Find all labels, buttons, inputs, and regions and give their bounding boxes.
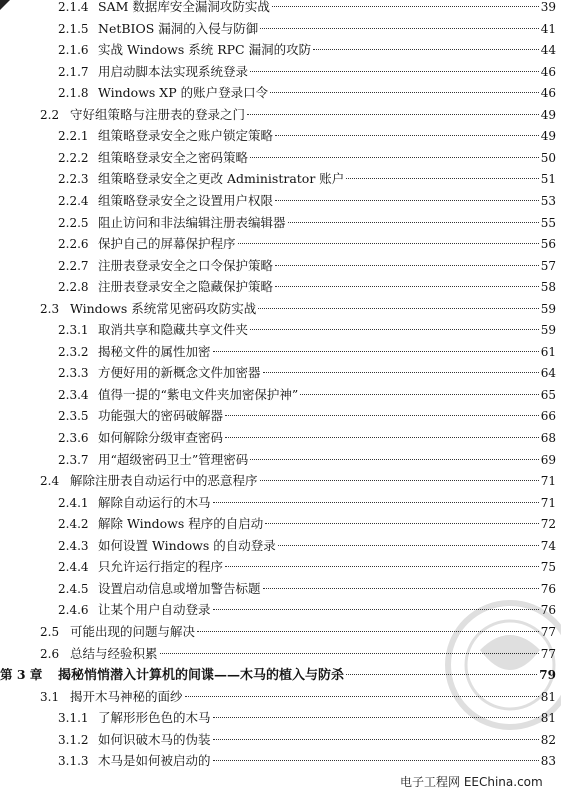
toc-entry-number: 2.2.2 bbox=[58, 150, 89, 165]
dot-leader bbox=[346, 178, 538, 179]
toc-entry-page: 74 bbox=[540, 538, 556, 553]
dot-leader bbox=[313, 49, 539, 50]
dot-leader bbox=[272, 6, 539, 7]
toc-entry-number: 2.4.6 bbox=[58, 603, 89, 618]
dot-leader bbox=[225, 415, 539, 416]
toc-entry-page: 71 bbox=[540, 474, 556, 489]
toc-entry-number: 2.2.5 bbox=[58, 215, 89, 230]
toc-entry-number: 2.2.3 bbox=[58, 172, 89, 187]
toc-entry-page: 66 bbox=[540, 409, 556, 424]
toc-entry-title: 让某个用户自动登录 bbox=[98, 602, 211, 618]
dot-leader bbox=[213, 351, 539, 352]
toc-entry-title: 解除 Windows 程序的自启动 bbox=[98, 516, 264, 532]
toc-entry-title: Windows XP 的账户登录口令 bbox=[98, 85, 269, 101]
toc-entry-title: 设置启动信息或增加警告标题 bbox=[98, 580, 261, 596]
toc-entry-page: 49 bbox=[540, 129, 556, 144]
dot-leader bbox=[263, 372, 539, 373]
toc-entry-page: 44 bbox=[540, 43, 556, 58]
dot-leader bbox=[275, 265, 539, 266]
toc-entry[interactable] bbox=[58, 342, 556, 362]
toc-entry[interactable] bbox=[40, 105, 556, 125]
toc-entry-page: 51 bbox=[540, 172, 556, 187]
toc-entry-number: 2.3.3 bbox=[58, 366, 89, 381]
toc-entry-number: 2.3.4 bbox=[58, 387, 89, 402]
dot-leader bbox=[250, 329, 539, 330]
toc-entry-title: 只允许运行指定的程序 bbox=[98, 559, 224, 575]
dot-leader bbox=[275, 286, 539, 287]
dot-leader bbox=[247, 114, 539, 115]
toc-entry[interactable] bbox=[58, 406, 556, 426]
toc-entry[interactable] bbox=[58, 191, 556, 211]
dot-leader bbox=[260, 28, 538, 29]
toc-entry-title: 揭秘文件的属性加密 bbox=[98, 343, 211, 359]
toc-entry-number: 3.1.3 bbox=[58, 754, 89, 769]
toc-entry-title: 守好组策略与注册表的登录之门 bbox=[70, 106, 246, 122]
toc-entry-number: 3.1 bbox=[40, 689, 60, 704]
toc-entry-page: 49 bbox=[540, 107, 556, 122]
toc-entry-page: 72 bbox=[540, 517, 556, 532]
toc-entry[interactable] bbox=[58, 751, 556, 771]
toc-entry-page: 68 bbox=[540, 431, 556, 445]
toc-entry-page: 57 bbox=[540, 258, 556, 273]
toc-entry-title: 总结与经验积累 bbox=[70, 645, 158, 661]
toc-entry-number: 2.6 bbox=[40, 646, 60, 661]
toc-entry-page: 59 bbox=[540, 301, 556, 316]
toc-entry[interactable] bbox=[58, 557, 556, 577]
toc-entry-page: 46 bbox=[540, 86, 556, 101]
toc-entry-title: 值得一提的“紫电文件夹加密保护神” bbox=[98, 386, 299, 402]
toc-entry-title: 保护自己的屏幕保护程序 bbox=[98, 236, 236, 252]
dot-leader bbox=[275, 135, 539, 136]
toc-entry-title: 如何识破木马的伪装 bbox=[98, 731, 211, 747]
toc-entry[interactable] bbox=[58, 169, 556, 189]
toc-entry-number: 2.1.8 bbox=[58, 86, 89, 101]
toc-entry-title: Windows 系统常见密码攻防实战 bbox=[70, 300, 257, 316]
corner-mark bbox=[0, 0, 10, 10]
toc-entry-title: 阻止访问和非法编辑注册表编辑器 bbox=[98, 214, 286, 230]
toc-entry-page: 46 bbox=[540, 64, 556, 79]
toc-entry-page: 83 bbox=[540, 754, 556, 769]
toc-entry-title: 用启动脚本法实现系统登录 bbox=[98, 63, 249, 79]
toc-entry-title: 注册表登录安全之隐藏保护策略 bbox=[98, 279, 274, 295]
toc-entry-page: 76 bbox=[540, 581, 556, 596]
toc-entry-number: 2.1.6 bbox=[58, 43, 89, 58]
toc-entry-page: 71 bbox=[540, 495, 556, 510]
toc-entry-page: 79 bbox=[539, 668, 556, 683]
toc-entry[interactable] bbox=[58, 363, 556, 383]
dot-leader bbox=[250, 459, 538, 460]
toc-entry-title: NetBIOS 漏洞的入侵与防御 bbox=[98, 20, 259, 36]
toc-entry-page: 53 bbox=[540, 193, 556, 208]
toc-entry-title: 如何设置 Windows 的自动登录 bbox=[98, 537, 276, 553]
toc-entry-page: 55 bbox=[540, 215, 556, 230]
toc-entry-page: 56 bbox=[540, 237, 556, 252]
toc-entry[interactable] bbox=[58, 148, 556, 168]
dot-leader bbox=[258, 308, 538, 309]
toc-entry-number: 2.3.6 bbox=[58, 431, 89, 445]
toc-entry-number: 2.2.7 bbox=[58, 258, 89, 273]
toc-entry-title: 注册表登录安全之口令保护策略 bbox=[98, 257, 274, 273]
toc-entry-title: 可能出现的问题与解决 bbox=[70, 623, 196, 639]
toc-entry-page: 76 bbox=[540, 603, 556, 618]
dot-leader bbox=[265, 523, 538, 524]
toc-entry-page: 61 bbox=[540, 344, 556, 359]
toc-entry-page: 77 bbox=[540, 624, 556, 639]
toc-entry-number: 2.3.1 bbox=[58, 323, 89, 338]
toc-entry-page: 65 bbox=[540, 387, 556, 402]
toc-entry-number: 2.2.8 bbox=[58, 280, 89, 295]
toc-entry-title: 揭秘悄悄潜入计算机的间谍——木马的植入与防杀 bbox=[58, 668, 345, 684]
toc-entry-title: 组策略登录安全之账户锁定策略 bbox=[98, 128, 274, 144]
toc-entry-title: 功能强大的密码破解器 bbox=[98, 408, 224, 424]
toc-entry[interactable] bbox=[58, 213, 556, 233]
dot-leader bbox=[213, 739, 539, 740]
dot-leader bbox=[213, 760, 539, 761]
toc-entry[interactable] bbox=[58, 450, 556, 470]
toc-entry-title: 组策略登录安全之设置用户权限 bbox=[98, 192, 274, 208]
toc-entry-title: 实战 Windows 系统 RPC 漏洞的攻防 bbox=[98, 42, 312, 58]
dot-leader bbox=[213, 609, 539, 610]
toc-entry[interactable] bbox=[58, 536, 556, 556]
toc-entry-number: 第 3 章 bbox=[0, 667, 43, 683]
toc-entry-number: 2.3.5 bbox=[58, 409, 89, 424]
toc-entry-number: 2.3 bbox=[40, 301, 60, 316]
dot-leader bbox=[250, 71, 539, 72]
dot-leader bbox=[185, 696, 539, 697]
toc-entry-page: 82 bbox=[540, 732, 556, 747]
toc-entry-number: 3.1.1 bbox=[58, 711, 89, 726]
dot-leader bbox=[346, 674, 537, 675]
toc-entry[interactable] bbox=[58, 600, 556, 620]
dot-leader bbox=[238, 243, 539, 244]
toc-entry[interactable] bbox=[58, 579, 556, 599]
toc-entry[interactable] bbox=[58, 428, 556, 448]
toc-entry[interactable] bbox=[58, 126, 556, 146]
toc-entry[interactable] bbox=[58, 19, 556, 39]
toc-entry[interactable] bbox=[58, 708, 556, 728]
toc-entry-number: 2.4.3 bbox=[58, 538, 89, 553]
dot-leader bbox=[300, 394, 538, 395]
toc-entry-number: 2.4.5 bbox=[58, 581, 89, 596]
toc-entry[interactable] bbox=[58, 256, 556, 276]
toc-entry[interactable] bbox=[58, 40, 556, 60]
toc-entry[interactable] bbox=[58, 277, 556, 297]
toc-entry-page: 41 bbox=[540, 21, 556, 36]
dot-leader bbox=[278, 545, 539, 546]
toc-entry[interactable] bbox=[58, 234, 556, 254]
toc-entry[interactable] bbox=[58, 385, 556, 405]
dot-leader bbox=[260, 480, 539, 481]
toc-entry[interactable] bbox=[40, 471, 556, 491]
dot-leader bbox=[275, 200, 539, 201]
toc-entry-number: 2.2.4 bbox=[58, 193, 89, 208]
toc-entry[interactable] bbox=[0, 665, 556, 685]
dot-leader bbox=[250, 157, 539, 158]
toc-entry-page: 59 bbox=[540, 323, 556, 338]
toc-entry-page: 50 bbox=[540, 150, 556, 165]
toc-entry-title: 解除自动运行的木马 bbox=[98, 494, 211, 510]
toc-entry-number: 3.1.2 bbox=[58, 732, 89, 747]
dot-leader bbox=[197, 631, 539, 632]
toc-entry-title: 解除注册表自动运行中的恶意程序 bbox=[70, 473, 258, 489]
toc-entry-title: 木马是如何被启动的 bbox=[98, 753, 211, 769]
toc-entry-page: 58 bbox=[540, 280, 556, 295]
toc-entry[interactable] bbox=[58, 0, 556, 17]
toc-entry-title: 组策略登录安全之更改 Administrator 账户 bbox=[98, 171, 345, 187]
toc-entry-page: 69 bbox=[540, 452, 556, 467]
toc-entry-title: 方便好用的新概念文件加密器 bbox=[98, 365, 261, 381]
toc-entry-number: 2.3.2 bbox=[58, 344, 89, 359]
toc-entry[interactable] bbox=[58, 62, 556, 82]
toc-entry[interactable] bbox=[58, 493, 556, 513]
toc-entry[interactable] bbox=[40, 687, 556, 707]
toc-entry-number: 2.4.1 bbox=[58, 495, 89, 510]
toc-entry[interactable] bbox=[58, 320, 556, 340]
toc-entry[interactable] bbox=[40, 299, 556, 319]
toc-entry[interactable] bbox=[58, 514, 556, 534]
toc-entry-title: 用“超级密码卫士”管理密码 bbox=[98, 451, 249, 467]
toc-entry[interactable] bbox=[58, 83, 556, 103]
toc-entry-page: 39 bbox=[540, 0, 556, 14]
toc-entry-number: 2.4.4 bbox=[58, 560, 89, 575]
toc-entry[interactable] bbox=[58, 730, 556, 750]
dot-leader bbox=[263, 588, 539, 589]
toc-entry-number: 2.5 bbox=[40, 624, 60, 639]
site-credit: 电子工程网 EEChina.com bbox=[396, 773, 547, 790]
toc-entry-page: 77 bbox=[540, 646, 556, 661]
dot-leader bbox=[213, 717, 539, 718]
toc-entry-title: 取消共享和隐藏共享文件夹 bbox=[98, 322, 249, 338]
toc-entry-number: 2.2 bbox=[40, 107, 60, 122]
toc-entry-number: 2.4 bbox=[40, 474, 60, 489]
dot-leader bbox=[288, 222, 539, 223]
toc-entry-number: 2.2.6 bbox=[58, 237, 89, 252]
toc-entry-number: 2.3.7 bbox=[58, 452, 89, 467]
dot-leader bbox=[225, 437, 539, 438]
toc-entry[interactable] bbox=[40, 644, 556, 664]
toc-entry-title: 组策略登录安全之密码策略 bbox=[98, 149, 249, 165]
toc-entry-page: 75 bbox=[540, 560, 556, 575]
toc-entry-number: 2.1.7 bbox=[58, 64, 89, 79]
dot-leader bbox=[225, 566, 539, 567]
toc-entry-page: 64 bbox=[540, 366, 556, 381]
dot-leader bbox=[213, 502, 539, 503]
dot-leader bbox=[270, 92, 539, 93]
toc-entry[interactable] bbox=[40, 622, 556, 642]
dot-leader bbox=[160, 653, 539, 654]
toc-entry-number: 2.4.2 bbox=[58, 517, 89, 532]
toc-entry-page: 81 bbox=[540, 711, 556, 726]
toc-entry-number: 2.2.1 bbox=[58, 129, 89, 144]
toc-entry-page: 81 bbox=[540, 689, 556, 704]
toc-entry-title: 揭开木马神秘的面纱 bbox=[70, 688, 183, 704]
toc-entry-number: 2.1.5 bbox=[58, 21, 89, 36]
toc-entry-number: 2.1.4 bbox=[58, 0, 89, 14]
toc-entry-title: SAM 数据库安全漏洞攻防实战 bbox=[98, 0, 270, 14]
toc-entry-title: 了解形形色色的木马 bbox=[98, 710, 211, 726]
toc-entry-title: 如何解除分级审查密码 bbox=[98, 430, 224, 445]
